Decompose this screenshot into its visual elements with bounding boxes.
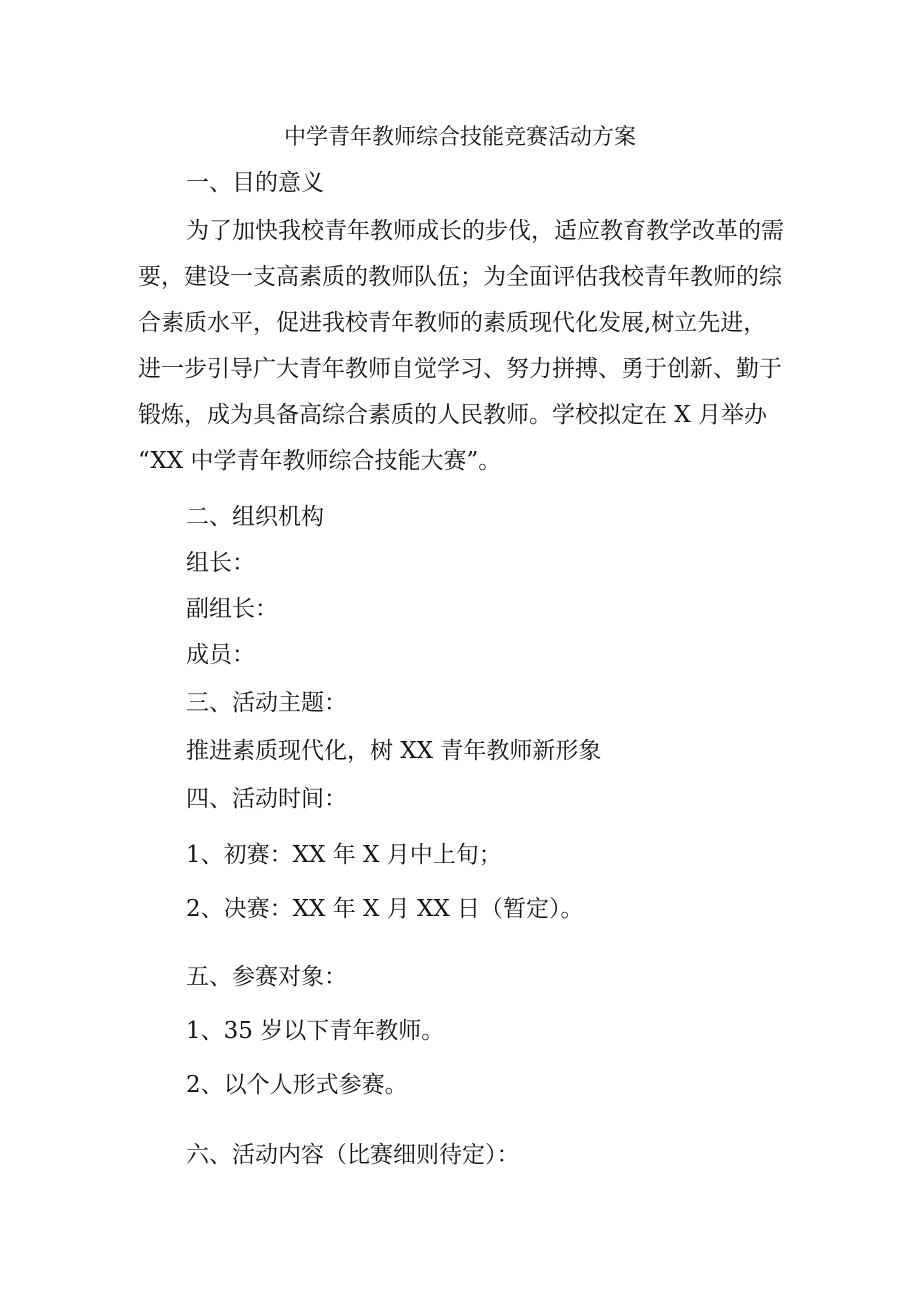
section-1-paragraph-line-2: 要，建设一支高素质的教师队伍；为全面评估我校青年教师的综 [138, 264, 782, 290]
section-5-item-1: 1、35 岁以下青年教师。 [186, 1018, 445, 1044]
section-4-item-1: 1、初赛：XX 年 X 月中上旬； [186, 842, 502, 868]
section-4-item-2: 2、决赛：XX 年 X 月 XX 日（暂定）。 [186, 896, 584, 922]
section-6-heading: 六、活动内容（比赛细则待定）： [186, 1142, 520, 1168]
section-1-paragraph-line-4: 进一步引导广大青年教师自觉学习、努力拼搏、勇于创新、勤于 [138, 356, 782, 382]
section-5-item-2: 2、以个人形式参赛。 [186, 1072, 408, 1098]
section-3-text: 推进素质现代化，树 XX 青年教师新形象 [186, 738, 602, 764]
section-1-heading: 一、目的意义 [186, 170, 324, 196]
section-2-item-1: 组长： [186, 550, 255, 576]
section-1-paragraph-line-6: “XX 中学青年教师综合技能大赛”。 [138, 448, 502, 474]
section-3-heading: 三、活动主题： [186, 690, 347, 716]
document-title: 中学青年教师综合技能竞赛活动方案 [283, 125, 636, 150]
section-2-item-2: 副组长： [186, 596, 278, 622]
section-1-paragraph-line-5: 锻炼，成为具备高综合素质的人民教师。学校拟定在 X 月举办 [138, 402, 767, 428]
section-1-paragraph-line-1: 为了加快我校青年教师成长的步伐，适应教育教学改革的需 [186, 218, 784, 244]
section-5-heading: 五、参赛对象： [186, 964, 347, 990]
section-2-heading: 二、组织机构 [186, 504, 324, 530]
section-1-paragraph-line-3: 合素质水平，促进我校青年教师的素质现代化发展,树立先进， [138, 310, 767, 336]
section-4-heading: 四、活动时间： [186, 786, 347, 812]
section-2-item-3: 成员： [186, 642, 255, 668]
